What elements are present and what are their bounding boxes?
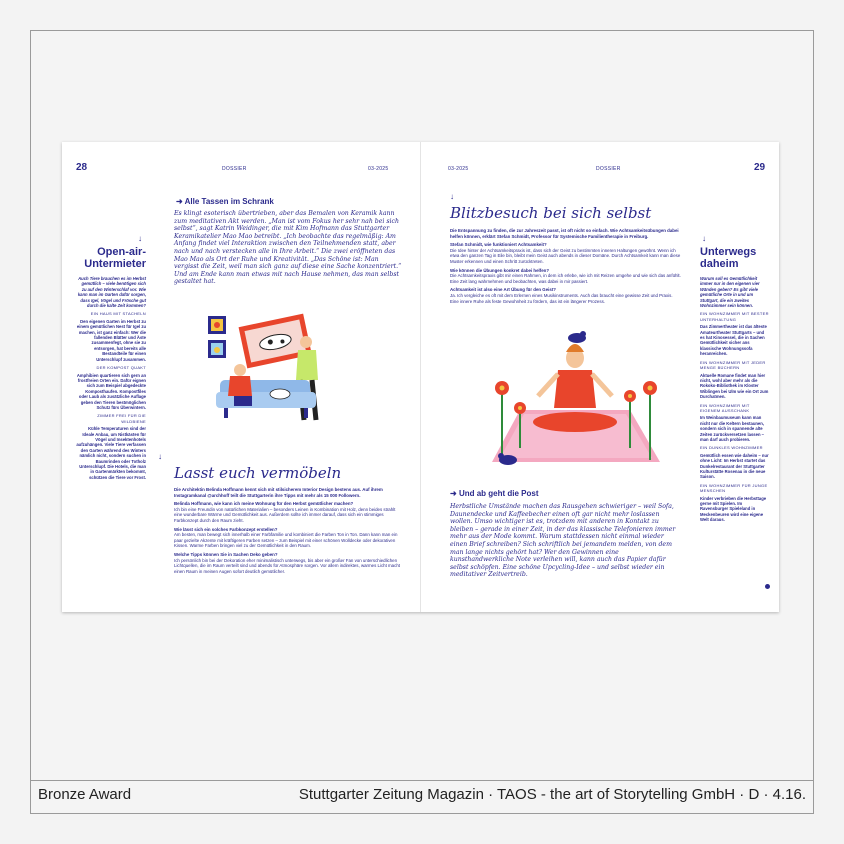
sidebar-label: ZIMMER FREI FÜR DIE WILDBIENE	[97, 413, 146, 424]
article-lead: Die Architektin Belinda Hoffmann kennt sich mit stilsicherem Interior Design bestens aus. Auf ihrem Instagramkanal @archhoff teilt die Stuttgarterin ihre Tipps mit mehr als 15 000 Followern.	[174, 487, 383, 498]
interview-answer: Die Achtsamkeitspraxis gibt mir einen Rahmen, in dem ich erlebe, wie ich mit Reizen umgehe und wie sich das anfühlt. Eine Zeit lang wahrnehmen und beobachten, was dabei in mir passiert.	[450, 273, 681, 284]
article-heading-text: Und ab geht die Post	[458, 489, 539, 498]
article-heading-vermoebeln: Lasst euch vermöbeln	[174, 464, 342, 482]
interview-answer: Ich bin eine Freundin von natürlichen Materialien – besonders Leinen in Kombination mit Holz, denn beides strahlt eine wunderbare Wärme und Gemütlichkeit aus. Außerdem sollte ich immer darauf, dass sich ein stimmiges Farbkonzept durch den Raum zieht.	[174, 506, 396, 523]
interview-answer: Ich persönlich bin bei der Dekoration eher minimalistisch unterwegs, bis aber ein großer Fan von unterschiedlichen Lichtquellen, die im Raum verteilt sind und abends für Atmosphäre sorgen. Vor allem indirektes, warmes Licht macht einen Raum in meinen Augen sofort deutlich gemütlicher.	[174, 557, 400, 574]
article-interview-left	[174, 487, 404, 577]
running-head-section-right: DOSSIER	[596, 166, 621, 172]
sidebar-text: Im Weinbaumuseum kann man nicht nur die Keltern bestaunen, sondern sich in spannende alte Zeiten zurückversetzen lassen – man darf auch probieren.	[700, 415, 765, 442]
sidebar-heading-left: Open-air-Untermieter	[84, 246, 146, 270]
article-body-post: Herbstliche Umstände machen das Rausgehen schwieriger – weil Sofa, Daunendecke und Kaffeebecher einen oft gar nicht mehr loslassen wollen. Umso wichtiger ist es, trotzdem mit anderen in Kontakt zu bleiben – gerade in einer Zeit, in der das klassische Telefonieren immer mehr aus der Mode kommt. Warum stattdessen nicht einmal wieder einen Brief schreiben? Sich schriftlich bei jemandem melden, von dem man lange nichts gehört hat? Wer den Gewinnen eine kunsthandwerkliche Note verleihen will, kann auch das Papier dafür selbst schöpfen. Eine schöne Upcycling-Idee – und selbst wieder ein meditativer Zeitvertreib.	[450, 503, 676, 579]
sidebar-text: Das Zimmertheater ist das älteste Amateurtheater Stuttgarts – und es hat Kinosessel, die in Sachen Gemütlichkeit sicher ans klassische Wohnungssofa heranreichen.	[700, 324, 767, 357]
end-mark-icon	[765, 584, 770, 589]
article-lead: Die Entspannung zu finden, die zur Jahreszeit passt, ist oft nicht so einfach. Wie Achtsamkeitsübungen dabei helfen können, erklärt Stefan Schmidt, Professor für Systemische Familientherapie in Freiburg.	[450, 228, 679, 239]
arrow-right-icon: ➜	[176, 197, 185, 206]
meditation-illustration	[480, 330, 670, 480]
sidebar-text: Kühle Temperaturen sind der Ideale Anbau, um Nistkästen für Vögel und Insektenhotels aufzuhängen. Viele Tiere verfassen den Garten während des Winters nämlich nicht, sondern suchen in Baumrinden oder Totholz Unterschlupf. Die Hotels, die man in Gartenmärkten bekommt, schützen die Tiere vor Frost.	[76, 426, 146, 480]
spread-gutter	[420, 142, 421, 612]
arrow-down-icon: ↓	[450, 192, 454, 201]
sidebar-text: Kinder verbrieben die Herbsttage gerne mit Spielen. Im Ravensburger Spieleland in Meckenbeuren wird eine eigene Welt daraus.	[700, 495, 767, 523]
sidebar-text: Aktuelle Romane findet man hier nicht, wohl aber mehr als die Rokoko-Bibliothek im Kloster Wiblingen bei Ulm wie ein Ort zum Durchatmen.	[700, 372, 769, 400]
couch-painting-illustration	[200, 310, 350, 435]
interview-answer: Die Idee hinter der Achtsamkeitspraxis ist, dass sich der Geist zu bestimmten inneren Haltungen gewöhnt. Wenn ich etwa den ganzen Tag in Eile bin, bleibt mein Geist auch abends in dieser Domäne. Durch Achtsamkeit kann man diese Muster erkennen und einen Schritt zurücktreten.	[450, 247, 681, 264]
running-head-section-left: DOSSIER	[222, 166, 247, 172]
running-head-issue-right: 03-2025	[448, 166, 469, 172]
interview-answer: Ja. Ich vergleiche es oft mit dem Erlernen eines Musikinstruments. Auch das braucht eine gewisse Zeit und Praxis. Eine innere Ruhe als feste Gewohnheit zu fördern, das ist ein längerer Prozess.	[450, 292, 673, 304]
arrow-down-icon: ↓	[702, 234, 706, 243]
sidebar-intro: Warum soll es Gemütlichkeit immer nur in den eigenen vier Wänden geben? Es gibt viele gemütliche Orte in und um Stuttgart, die ein zweites Wohnzimmer sein können.	[700, 276, 760, 309]
interview-question: Belinda Hoffmann, wie kann ich meine Wohnung für den Herbst gemütlicher machen?	[174, 501, 354, 507]
arrow-down-icon: ↓	[158, 452, 162, 461]
sidebar-label: EIN HAUS MIT STACHELN	[90, 311, 146, 317]
sidebar-text: Gemütlich essen wie daheim – nur ohne Licht: Im Herbst startet das Dunkelrestaurant der Stuttgarter Kulturstätte Rosenau in die neue Saison.	[700, 452, 769, 480]
arrow-down-icon: ↓	[138, 234, 142, 243]
article-heading-text: Alle Tassen im Schrank	[184, 197, 274, 206]
sidebar-text: Amphibien quartieren sich gern an frostfreien Orten ein. Dafür eignen sich zum Beispiel abgedeckte Komposthaufen. Kompostfiles oder Laub als zusätzliche Auflage geben den Tieren bestmöglichen Schutz fürs Überwintern.	[76, 372, 146, 410]
sidebar-label: EIN WOHNZIMMER MIT BESTER UNTERHALTUNG	[700, 311, 769, 322]
article-interview-right	[450, 228, 682, 307]
article-heading-post	[450, 489, 539, 498]
sidebar-label: EIN WOHNZIMMER MIT EIGENEM AUSSCHANK	[700, 402, 750, 413]
interview-question: Wie können die Übungen konkret dabei helfen?	[450, 267, 550, 273]
interview-question: Welche Tipps können Sie in Sachen Deko geben?	[174, 551, 278, 557]
interview-question: Wie lässt sich ein solches Farbkonzept erstellen?	[174, 526, 278, 532]
sidebar-heading-right: Unterwegs daheim	[700, 246, 757, 270]
sidebar-text: Den eigenen Garten im Herbst zu einem gemütlichen Nest für Igel zu machen, ist ganz einfach: Wer die fallenden Blätter und Äste zusammenfegt, ohne sie zu entsorgen, hat bereits alle Bestandteile für einen Unterschlupf zusammen.	[76, 318, 146, 362]
page-number-left: 28	[76, 162, 88, 173]
article-body-tassen: Es klingt esoterisch übertrieben, aber das Bemalen von Keramik kann zum meditativen Akt werden. „Man ist vom Fokus her sehr nah bei sich selbst“, sagt Katrin Weidinger, die mit Kim Hofmann das Stuttgarter Keramikatelier Mao Mao betreibt. „Ich beobachte das regelmäßig: Am Anfang findet viel Interaktion zwischen den Teilnehmenden statt, aber nach und nach verstecken alle in Ihre Arbeit.“ Die zwei eröffneten das Mao Mao als Ort der Ruhe und Kreativität. „Das Schöne ist: Man vergisst die Zeit, weil man sich ganz auf diese eine Sache konzentriert.“ Und am Ende kann man etwas mit nach Hause nehmen, das man selbst gestaltet hat.	[174, 210, 402, 286]
article-heading-tassen	[176, 197, 274, 206]
sidebar-label: EIN WOHNZIMMER FÜR JUNGE MENSCHEN	[700, 482, 768, 494]
interview-question: Stefan Schmidt, wie funktioniert Achtsamkeit?	[450, 242, 547, 248]
sidebar-label: EIN DUNKLES WOHNZIMMER	[700, 445, 763, 451]
sidebar-label: EIN WOHNZIMMER MIT JEDER MENGE BÜCHERN	[700, 359, 766, 371]
magazine-spread	[62, 142, 779, 612]
credit-line: Stuttgarter Zeitung Magazin · TAOS - the art of Storytelling GmbH · D · 4.16.	[298, 786, 806, 803]
interview-answer: Am besten, man bewegt sich innerhalb einer Farbfamilie und kombiniert die Farben Ton in Ton. Dann kann man ein paar gezielte Akzente mit kräftigeren Farben setzen – zum Beispiel mit einer schönen Wolldecke oder dekorativen Kissen. Warme Farben bringen viel zu der Gemütlichkeit in den Raum.	[174, 532, 398, 549]
article-heading-blitzbesuch: Blitzbesuch bei sich selbst	[450, 204, 652, 222]
sidebar-right	[700, 276, 770, 526]
page-number-right: 29	[754, 162, 766, 173]
sidebar-label: DER KOMPOST QUAKT	[96, 365, 146, 371]
sidebar-intro: Auch Tiere brauchen es im Herbst gemütlich – viele benötigen sich zu auf den Winterschlaf vor. Wie kann man im Garten dafür sorgen, dass Igel, Vögel und Frösche gut durch die kalte Zeit kommen?	[77, 276, 146, 309]
arrow-right-icon: ➜	[450, 489, 459, 498]
interview-question: Achtsamkeit ist also eine Art Übung für den Geist?	[450, 287, 556, 293]
sidebar-left	[76, 276, 146, 483]
footer-divider	[30, 780, 814, 781]
running-head-issue-left: 03-2025	[368, 166, 389, 172]
award-label: Bronze Award	[38, 786, 132, 803]
